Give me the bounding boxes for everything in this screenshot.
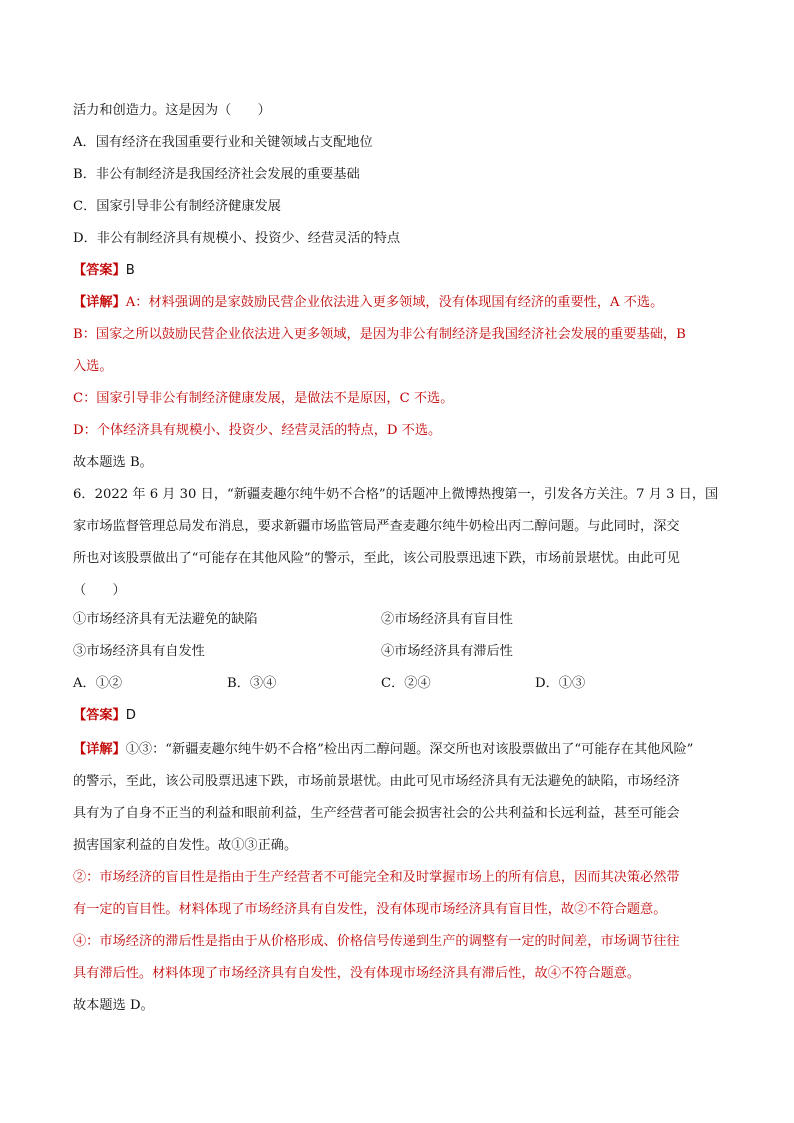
q5-option-d: D．非公有制经济具有规模小、投资少、经营灵活的特点 <box>73 231 401 246</box>
q6-statement-3: ③市场经济具有自发性 <box>73 644 205 659</box>
q6-statement-2: ②市场经济具有盲目性 <box>381 612 513 627</box>
detail-text: ①③：“新疆麦趣尔纯牛奶不合格”检出丙二醇问题。深交所也对该股票做出了“可能存在其他风险” <box>125 742 694 757</box>
q6-detail-line-2: 的警示，至此，该公司股票迅速下跌，市场前景堪忧。由此可见市场经济具有无法避免的缺陷，市场经济 <box>73 774 680 789</box>
q6-stem-line-3: 所也对该股票做出了“可能存在其他风险”的警示，至此，该公司股票迅速下跌，市场前景堪忧。由此可见 <box>73 551 680 566</box>
q6-stem-line-4: （ ） <box>73 583 126 598</box>
answer-label: 【答案】 <box>73 708 126 723</box>
q6-conclusion: 故本题选 D。 <box>73 998 154 1013</box>
q6-stem-line-2: 家市场监督管理总局发布消息，要求新疆市场监管局严查麦趣尔纯牛奶检出丙二醇问题。与此同时，深交 <box>73 519 680 534</box>
q6-detail-line-3: 具有为了自身不正当的利益和眼前利益，生产经营者可能会损害社会的公共利益和长远利益，甚至可能会 <box>73 806 680 821</box>
q5-conclusion: 故本题选 B。 <box>73 455 153 470</box>
q5-detail-line-4: C：国家引导非公有制经济健康发展，是做法不是原因，C 不选。 <box>73 391 454 406</box>
detail-label: 【详解】 <box>73 742 126 757</box>
q5-stem-continuation: 活力和创造力。这是因为（ ） <box>73 103 271 118</box>
q6-statement-1: ①市场经济具有无法避免的缺陷 <box>73 612 258 627</box>
q6-red-line-3: ④：市场经济的滞后性是指由于从价格形成、价格信号传递到生产的调整有一定的时间差，市场调节往往 <box>73 934 680 949</box>
q5-detail-line-1 <box>73 293 663 313</box>
answer-label: 【答案】 <box>73 263 126 278</box>
q6-choice-b: B．③④ <box>227 676 277 691</box>
q6-answer <box>73 706 136 726</box>
q6-red-line-4: 具有滞后性。材料体现了市场经济具有自发性，没有体现市场经济具有滞后性，故④不符合题意。 <box>73 966 641 981</box>
q6-red-line-1: ②：市场经济的盲目性是指由于生产经营者不可能完全和及时掌握市场上的所有信息，因而其决策必然带 <box>73 870 680 885</box>
q5-option-b: B．非公有制经济是我国经济社会发展的重要基础 <box>73 167 360 182</box>
q5-answer <box>73 261 135 281</box>
detail-label: 【详解】 <box>73 295 126 310</box>
q6-choice-a: A．①② <box>73 676 123 691</box>
q6-detail-line-4: 损害国家利益的自发性。故①③正确。 <box>73 838 298 853</box>
q5-option-a: A．国有经济在我国重要行业和关键领域占支配地位 <box>73 135 373 150</box>
q5-option-c: C．国家引导非公有制经济健康发展 <box>73 199 281 214</box>
q6-choice-c: C．②④ <box>381 676 431 691</box>
answer-value: B <box>125 263 135 278</box>
q6-statement-4: ④市场经济具有滞后性 <box>381 644 513 659</box>
detail-text: A：材料强调的是家鼓励民营企业依法进入更多领域，没有体现国有经济的重要性，A 不选。 <box>125 295 664 310</box>
q6-stem-line-1: 6．2022 年 6 月 30 日，“新疆麦趣尔纯牛奶不合格”的话题冲上微博热搜第一，引发各方关注。7 月 3 日，国 <box>73 487 719 502</box>
answer-value: D <box>125 708 136 723</box>
q5-detail-line-2: B：国家之所以鼓励民营企业依法进入更多领域，是因为非公有制经济是我国经济社会发展的重要基础，B <box>73 327 686 342</box>
q6-choice-d: D．①③ <box>535 676 586 691</box>
q5-detail-line-5: D：个体经济具有规模小、投资少、经营灵活的特点，D 不选。 <box>73 423 442 438</box>
q6-red-line-2: 有一定的盲目性。材料体现了市场经济具有自发性，没有体现市场经济具有盲目性，故②不符合题意。 <box>73 902 667 917</box>
q5-detail-line-3: 入选。 <box>73 359 113 374</box>
q6-detail-line-1 <box>73 740 693 760</box>
